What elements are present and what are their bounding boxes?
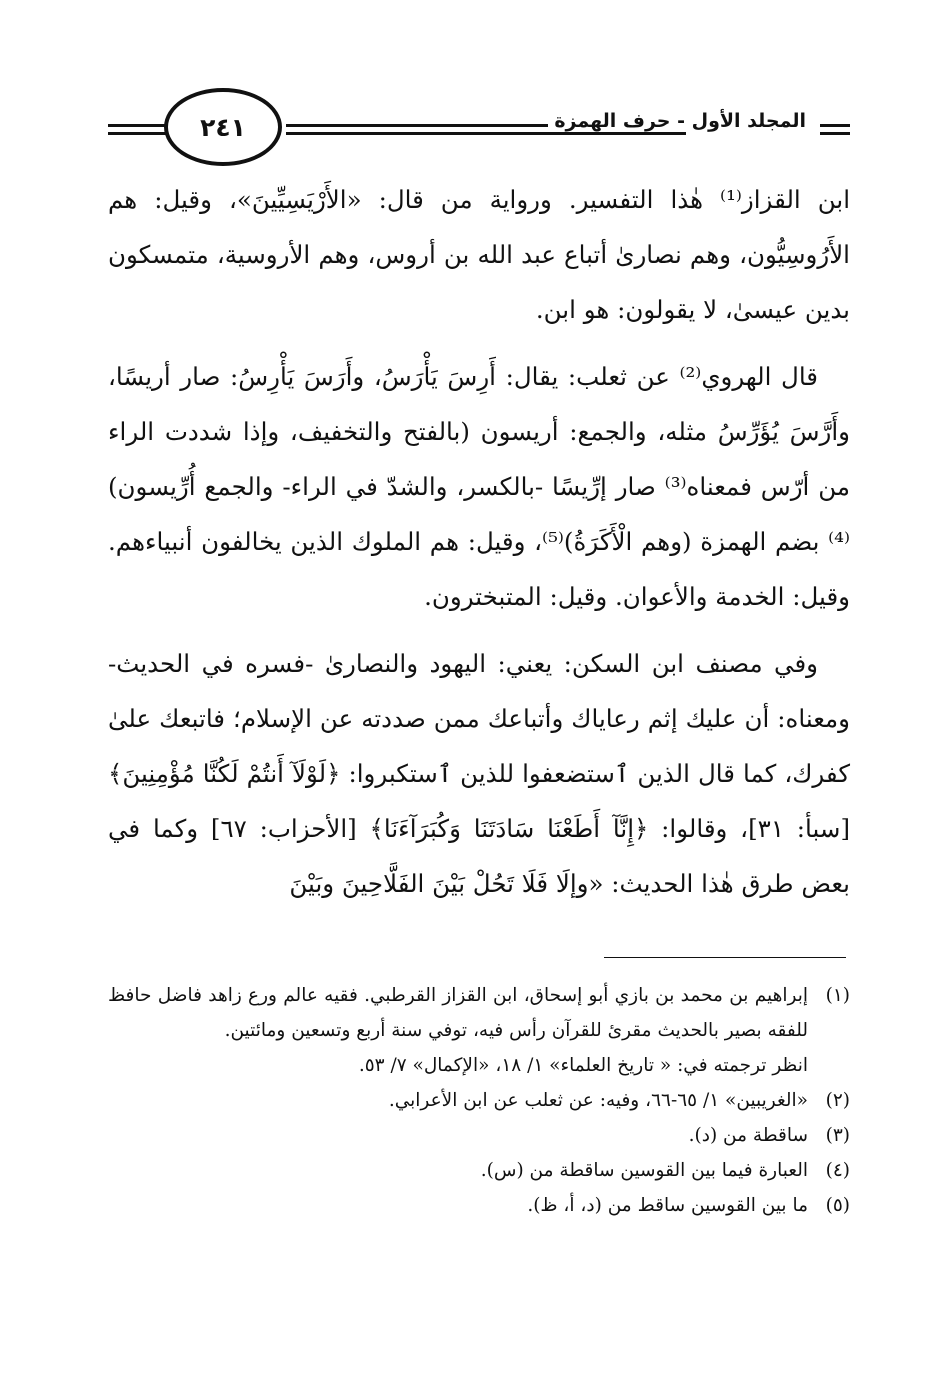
paragraph: ابن القزاز⁽¹⁾ هٰذا التفسير. ورواية من قال: «الأَرْيَسِيِّينَ»، وقيل: هم الأَرُوسِيُّون، وهم نصارىٰ أتباع عبد الله بن أروس، وهم الأروسية، متمسكون بدين عيسىٰ، لا يقولون: هو ابن. (108, 185, 851, 324)
paragraph: قال الهروي⁽²⁾ عن ثعلب: يقال: أَرِسَ يَأْرَسُ، وأَرَسَ يَأْرِسُ: صار أريسًا، وأَرَّسَ يُؤَرِّسُ مثله، والجمع: أريسون (بالفتح والتخفيف، وإذا شددت الراء من أرّس فمعناه⁽³⁾ صار إرِّيسًا -بالكسر، والشدّ في الراء- والجمع أُرِّيسون)⁽⁴⁾ بضم الهمزة (وهم الْأَكَرَةُ)⁽⁵⁾، وقيل: هم الملوك الذين يخالفون أنبياءهم. وقيل: الخدمة والأعوان. وقيل: المتبخترون. (108, 362, 850, 611)
footnote-text: العبارة فيما بين القوسين ساقطة من (س). (480, 1160, 808, 1181)
footnote (108, 1118, 850, 1153)
footnote (108, 978, 850, 1048)
footnotes (108, 978, 850, 1223)
main-text (108, 172, 850, 911)
footnote-text: إبراهيم بن محمد بن بازي أبو إسحاق، ابن القزاز القرطبي. فقيه عالم ورع زاهد فاضل حافظ للفقه بصير بالحديث مقرئ للقرآن رأس فيه، توفي سنة أربع وتسعين ومائتين. (108, 985, 808, 1041)
footnote-number: (٢) (825, 1090, 850, 1111)
running-title: المجلد الأول - حرف الهمزة (548, 110, 812, 132)
footnote-text: ساقطة من (د). (688, 1125, 808, 1146)
footnote-text: «الغريبين» ١/ ٦٥-٦٦، وفيه: عن ثعلب عن ابن الأعرابي. (388, 1090, 808, 1111)
header-rule (108, 132, 166, 135)
page-number: ٢٤١ (164, 88, 282, 166)
footnote (108, 1153, 850, 1188)
header-rule (108, 124, 166, 127)
footnote-number: (٣) (825, 1125, 850, 1146)
header-rule (820, 124, 850, 127)
footnote-separator (604, 957, 846, 958)
header-rule (820, 132, 850, 135)
footnote-text: ما بين القوسين ساقط من (د، أ، ظ). (527, 1195, 808, 1216)
footnote (108, 1083, 850, 1118)
header-rule (286, 132, 686, 135)
footnote-number: (١) (825, 985, 850, 1006)
footnote-number: (٥) (825, 1195, 850, 1216)
footnote-number: (٤) (825, 1160, 850, 1181)
footnote-text: انظر ترجمته في: « تاريخ العلماء» ١/ ١٨، «الإكمال» ٧/ ٥٣. (358, 1055, 808, 1076)
page-header (108, 88, 850, 168)
paragraph: وفي مصنف ابن السكن: يعني: اليهود والنصارىٰ -فسره في الحديث- ومعناه: أن عليك إثم رعاياك وأتباعك ممن صددته عن الإسلام؛ فاتبعك علىٰ كفرك، كما قال الذين ٱستضعفوا للذين ٱستكبروا: ﴿لَوْلَآ أَنتُمْ لَكُنَّا مُؤْمِنِينَ﴾ [سبأ: ٣١]، وقالوا: ﴿إِنَّآ أَطَعْنَا سَادَتَنَا وَكُبَرَآءَنَا﴾ [الأحزاب: ٦٧] وكما في بعض طرق هٰذا الحديث: «وإلَا فَلَا تَحُلْ بَيْنَ الفَلَّاحِينَ وبَيْنَ (108, 649, 850, 898)
footnote (108, 1188, 850, 1223)
